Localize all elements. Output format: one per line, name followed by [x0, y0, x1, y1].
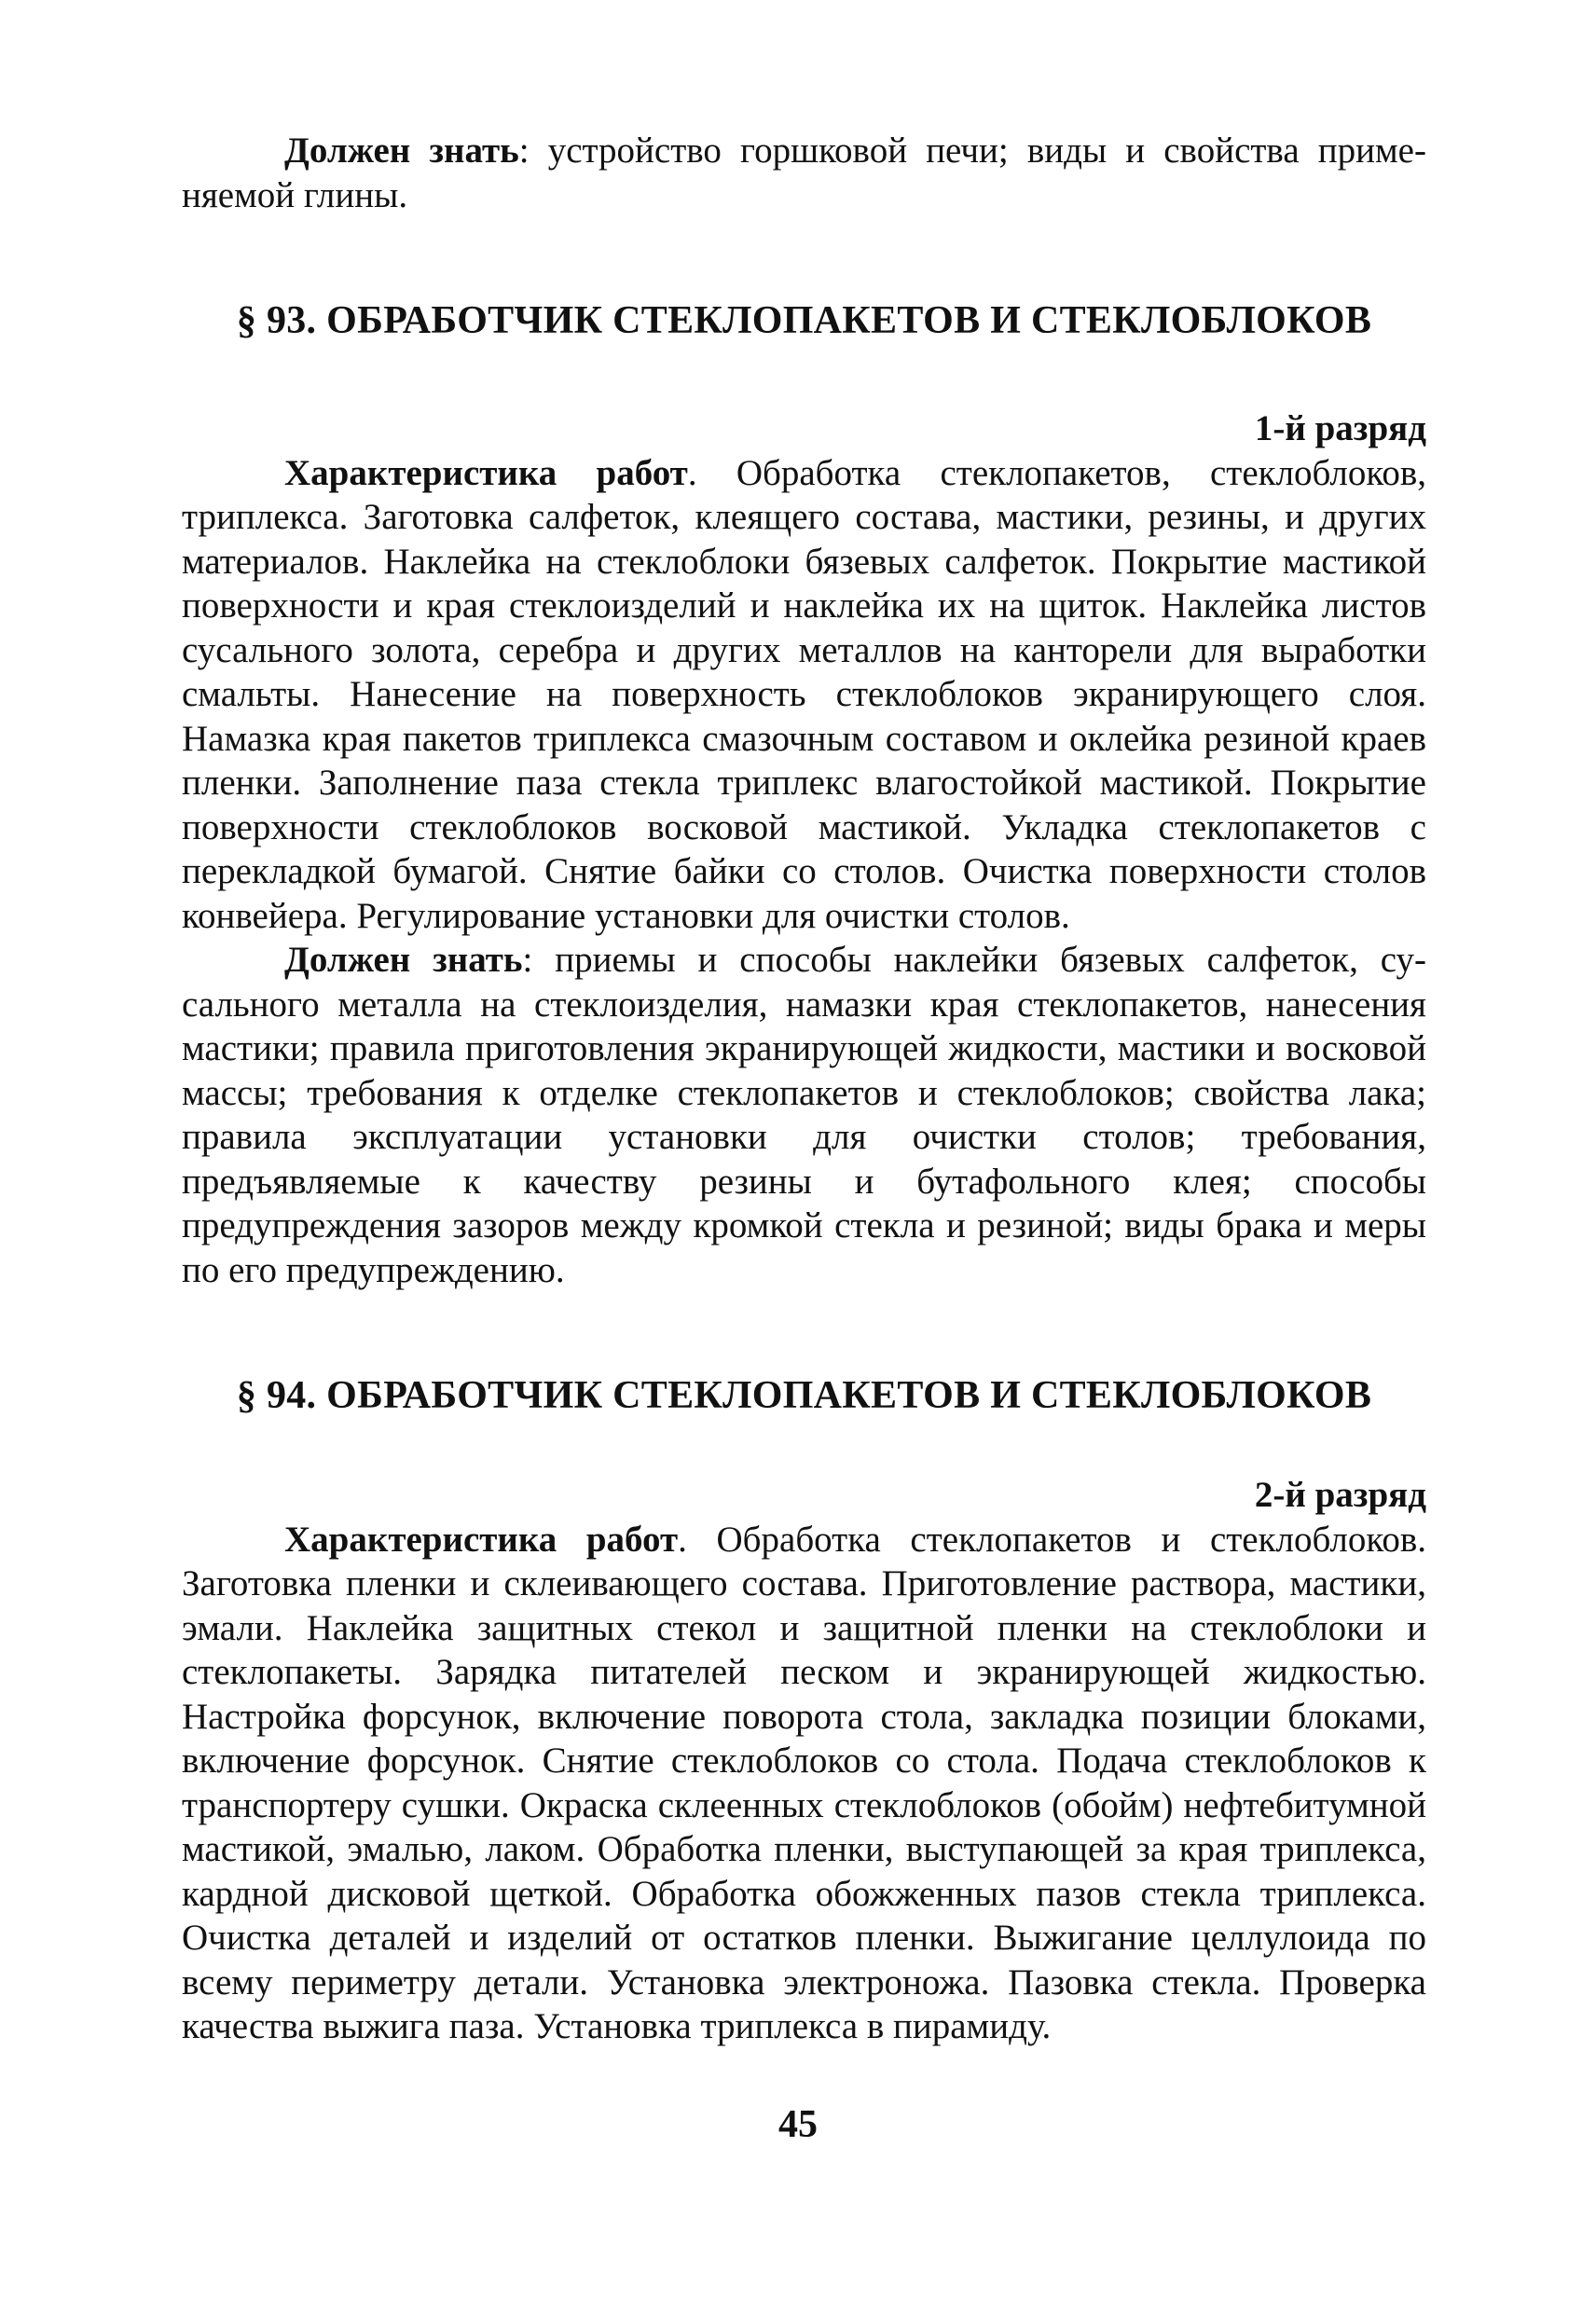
section-94-work-text: . Обработка стеклопакетов и стеклоблоков. Заготовка пленки и склеивающего состава. Приготовление раствора, мастики, эмали. Наклейка защитных стекол и защитной пленки на стеклоблоки и стеклопакеты. Зарядка питателей песком и экранирующей жидкостью. Настройка форсунок, включение поворота стола, закладка позиции блоками, включение форсунок. Снятие стеклоблоков со стола. Подача стеклоблоков к транспортеру сушки. Окраска склеенных стеклоблоков (обойм) нефтебитумной мастикой, эмалью, лаком. Обработка пленки, выступающей за края триплекса, кардной дисковой щеткой. Обработка обожженных пазов стекла триплекса. Очистка деталей и изделий от остатков пленки. Выжигание целлулоида по всему периметру детали. Установка электроножа. Пазовка стекла. Проверка качества выжига паза. Установка триплекса в пирамиду. [182, 1519, 1426, 2046]
section-93-know-paragraph [182, 938, 1426, 1292]
section-94-work-label: Характеристика работ [284, 1519, 679, 1560]
section-93-know-label: Должен знать [284, 940, 523, 980]
section-94-heading: § 94. ОБРАБОТЧИК СТЕКЛОПАКЕТОВ И СТЕКЛОБЛОКОВ [236, 1374, 1372, 1417]
section-93-heading: § 93. ОБРАБОТЧИК СТЕКЛОПАКЕТОВ И СТЕКЛОБЛОКОВ [236, 299, 1372, 342]
section-94-grade: 2-й разряд [1254, 1475, 1426, 1515]
section-93-grade: 1-й разряд [1254, 408, 1426, 448]
section-93-work-text: . Обработка стеклопакетов, стеклоблоков, триплекса. Заготовка салфеток, клеящего состава, мастики, резины, и других материалов. Наклейка на стеклоблоки бязевых салфеток. Покрытие мастикой поверхности и края стеклоизделий и наклейка их на щиток. Наклейка листов сусального золота, серебра и других металлов на канторели для выработки смальты. Нанесение на поверхность стеклоблоков экранирующего слоя. Намазка края пакетов триплекса смазочным составом и оклейка резиной краев пленки. Заполнение паза стекла триплекс влагостойкой мастикой. Покрытие поверхности стеклоблоков восковой мастикой. Укладка стеклопакетов с перекладкой бумагой. Снятие байки со столов. Очистка поверхности столов конвейера. Регулирование установки для очистки столов. [182, 452, 1427, 936]
page-number: 45 [778, 2103, 818, 2146]
section-93-work-paragraph [182, 451, 1426, 939]
intro-text: : устройство горшковой печи; виды и свойства применяемой глины. [182, 131, 1426, 215]
intro-label: Должен знать [284, 131, 519, 171]
section-93-work-label: Характеристика работ [284, 452, 688, 493]
section-93-know-text: : приемы и способы наклейки бязевых салфеток, сусального металла на стеклоизделия, намазки края стеклопакетов, нанесения мастики; правила приготовления экранирующей жидкости, мастики и восковой массы; требования к отделке стеклопакетов и стеклоблоков; свойства лака; правила эксплуатации установки для очистки столов; требования, предъявляемые к качеству резины и бутафольного клея; способы предупреждения зазоров между кромкой стекла и резиной; виды брака и меры по его предупреждению. [182, 940, 1426, 1290]
intro-paragraph [182, 129, 1426, 217]
page-body [182, 129, 1426, 2049]
section-94-work-paragraph [182, 1518, 1426, 2049]
